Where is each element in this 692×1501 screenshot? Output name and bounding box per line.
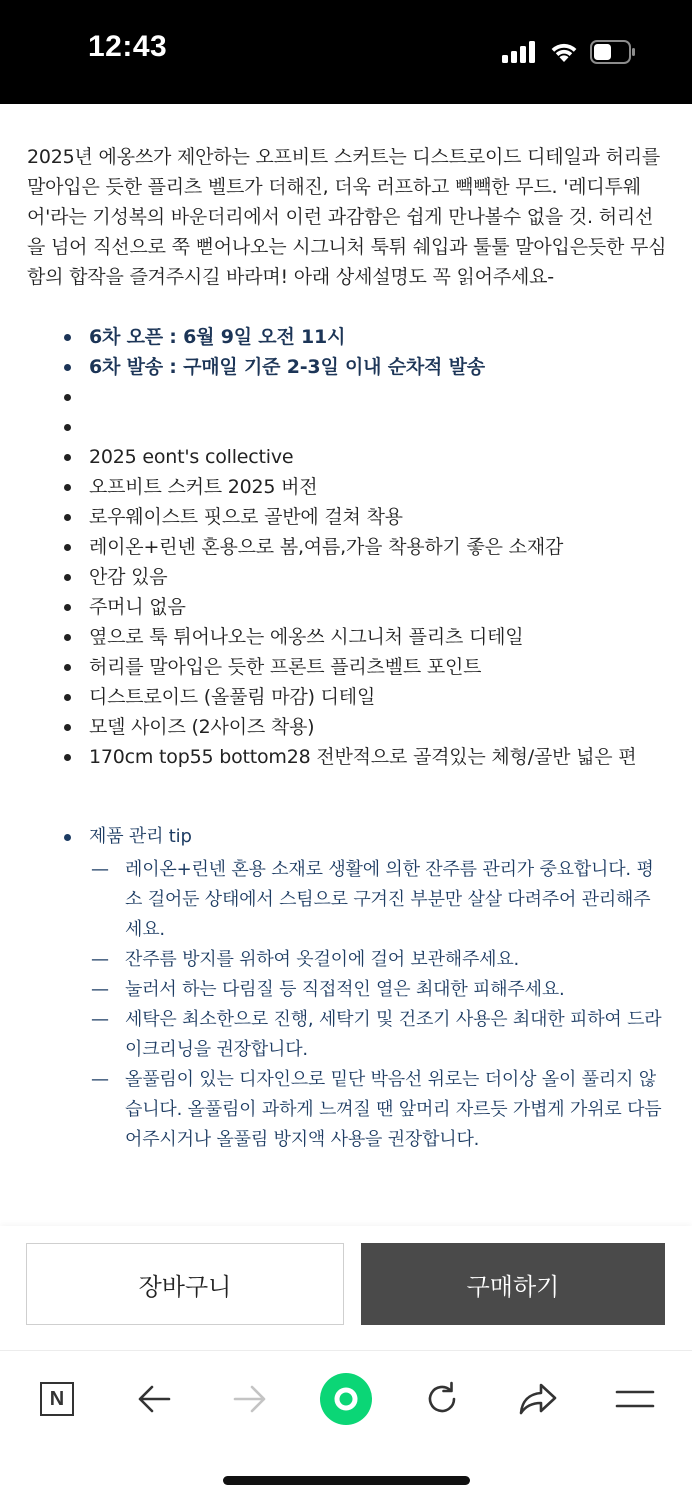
feature-item: 주머니 없음 <box>0 592 692 622</box>
dash-marker: — <box>91 1009 109 1030</box>
feature-item: 옆으로 툭 튀어나오는 에옹쓰 시그니처 플리츠 디테일 <box>0 622 692 652</box>
buy-now-button[interactable]: 구매하기 <box>361 1243 665 1325</box>
care-tip-text: 눌러서 하는 다림질 등 직접적인 열은 최대한 피해주세요. <box>125 979 565 1000</box>
refresh-icon <box>422 1379 462 1419</box>
care-tip-item <box>89 1065 665 1155</box>
spacer <box>0 772 692 822</box>
feature-item: 오프비트 스커트 2025 버전 <box>0 472 692 502</box>
status-icons <box>502 38 636 66</box>
dash-marker: — <box>91 859 109 880</box>
care-tip-item <box>89 855 665 945</box>
dash-marker: — <box>91 1069 109 1090</box>
forward-arrow-icon <box>232 1383 268 1415</box>
forward-button[interactable] <box>224 1373 276 1425</box>
add-to-cart-button[interactable]: 장바구니 <box>26 1243 344 1325</box>
empty-bullet <box>0 412 692 442</box>
care-tip-item <box>89 945 665 975</box>
feature-item: 안감 있음 <box>0 562 692 592</box>
naver-home-icon: N <box>40 1382 74 1416</box>
product-info-list <box>0 322 692 772</box>
care-tip-title: 제품 관리 tip <box>89 826 192 847</box>
green-dot-icon <box>319 1372 373 1426</box>
care-tip-list <box>89 855 692 1155</box>
refresh-button[interactable] <box>416 1373 468 1425</box>
feature-item: 디스트로이드 (올풀림 마감) 디테일 <box>0 682 692 712</box>
battery-icon <box>590 40 636 64</box>
feature-item: 로우웨이스트 핏으로 골반에 걸쳐 착용 <box>0 502 692 532</box>
purchase-action-bar <box>0 1226 692 1350</box>
feature-item: 레이온+린넨 혼용으로 봄,여름,가을 착용하기 좋은 소재감 <box>0 532 692 562</box>
product-description <box>0 104 692 1224</box>
intro-paragraph: 2025년 에옹쓰가 제안하는 오프비트 스커트는 디스트로이드 디테일과 허리를 말아입은 듯한 플리츠 벨트가 더해진, 더욱 러프하고 빽빽한 무드. '레디투웨어'라는 기성복의 바운더리에서 이런 과감함은 쉽게 만나볼수 없을 것. 허리선을 넘어 직선으로 쭉 뻗어나오는 시그니처 툭튀 쉐입과 툴툴 말아입은듯한 무심함의 합작을 즐겨주시길 바라며! 아래 상세설명도 꼭 읽어주세요- <box>27 146 667 288</box>
feature-item: 170cm top55 bottom28 전반적으로 골격있는 체형/골반 넓은 편 <box>0 742 692 772</box>
dash-marker: — <box>91 949 109 970</box>
green-dot-button[interactable] <box>318 1371 374 1427</box>
care-tip-item <box>89 975 665 1005</box>
care-tip-item <box>89 1005 665 1065</box>
cellular-signal-icon <box>502 41 538 63</box>
care-tip-text: 잔주름 방지를 위하여 옷걸이에 걸어 보관해주세요. <box>125 949 520 970</box>
home-indicator <box>223 1476 470 1485</box>
care-tip-text: 세탁은 최소한으로 진행, 세탁기 및 건조기 사용은 최대한 피하여 드라이크리닝을 권장합니다. <box>125 1009 662 1060</box>
back-button[interactable] <box>128 1373 180 1425</box>
share-button[interactable] <box>512 1373 564 1425</box>
menu-icon <box>615 1387 655 1411</box>
feature-item: 2025 eont's collective <box>0 442 692 472</box>
care-tip-text: 올풀림이 있는 디자인으로 밑단 박음선 위로는 더이상 올이 풀리지 않습니다. 올풀림이 과하게 느껴질 땐 앞머리 자르듯 가볍게 가위로 다듬어주시거나 올풀림 방지액 사용을 권장합니다. <box>125 1069 662 1150</box>
schedule-open: 6차 오픈 : 6월 9일 오전 11시 <box>0 322 692 352</box>
naver-home-button[interactable] <box>31 1373 83 1425</box>
empty-bullet <box>0 382 692 412</box>
dash-marker: — <box>91 979 109 1000</box>
share-icon <box>517 1380 559 1418</box>
back-arrow-icon <box>136 1383 172 1415</box>
care-tip-text: 레이온+린넨 혼용 소재로 생활에 의한 잔주름 관리가 중요합니다. 평소 걸어둔 상태에서 스팀으로 구겨진 부분만 살살 다려주어 관리해주세요. <box>125 859 654 940</box>
feature-item: 모델 사이즈 (2사이즈 착용) <box>0 712 692 742</box>
care-tip-section <box>0 822 692 1155</box>
status-bar <box>0 0 692 104</box>
schedule-shipping: 6차 발송 : 구매일 기준 2-3일 이내 순차적 발송 <box>0 352 692 382</box>
feature-item: 허리를 말아입은 듯한 프론트 플리츠벨트 포인트 <box>0 652 692 682</box>
wifi-icon <box>548 40 580 64</box>
menu-button[interactable] <box>609 1373 661 1425</box>
status-time: 12:43 <box>88 30 168 63</box>
